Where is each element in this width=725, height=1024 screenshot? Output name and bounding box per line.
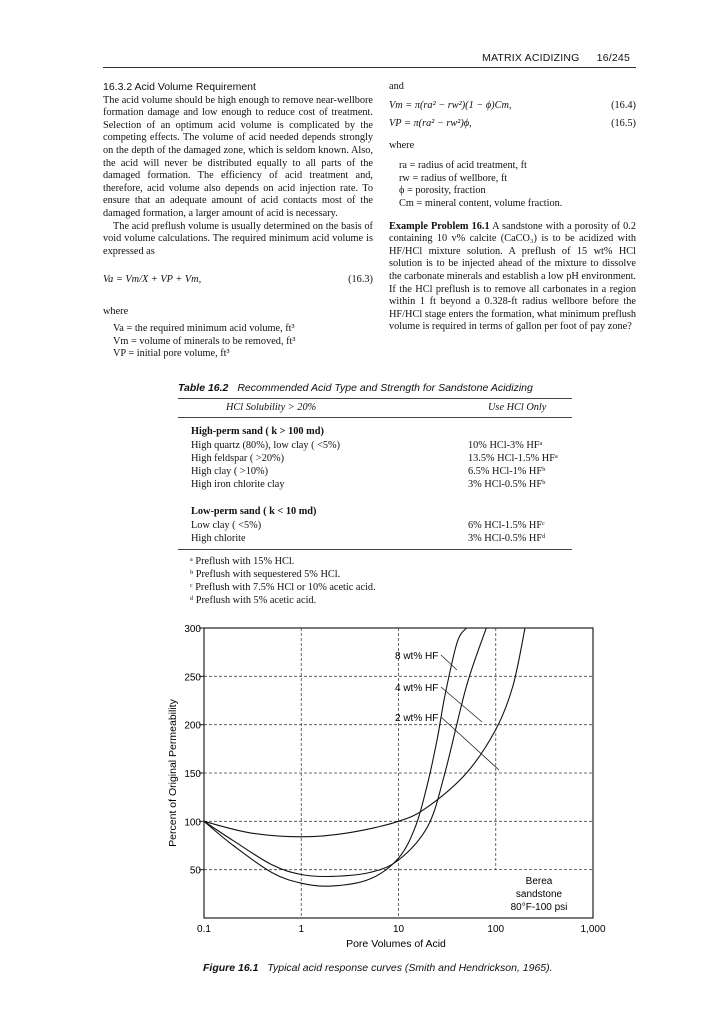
where-label: where [389, 139, 415, 151]
table-cell: 6.5% HCl-1% HFᵇ [468, 466, 546, 477]
table-cell: 10% HCl-3% HFᵃ [468, 440, 543, 451]
label-2wt-hf: 2 wt% HF [395, 713, 439, 724]
definition: Va = the required minimum acid volume, ft³ [113, 322, 295, 334]
equation-16-3-number: (16.3) [348, 274, 373, 286]
label-8wt-hf: 8 wt% HF [395, 651, 439, 662]
y-tick-label: 200 [184, 720, 201, 732]
definition: Vm = volume of minerals to be removed, ft³ [113, 335, 296, 347]
equation-16-5 [389, 118, 636, 134]
x-tick-label: 0.1 [197, 924, 211, 935]
y-tick-label: 150 [184, 769, 201, 780]
x-tick-labels [197, 924, 606, 935]
chart-curves [204, 628, 525, 886]
table-cell: 3% HCl-0.5% HFᵇ [468, 479, 546, 490]
equation-16-5-number: (16.5) [611, 117, 636, 129]
left-definitions [103, 323, 373, 361]
table-cell: 6% HCl-1.5% HFᶜ [468, 520, 545, 531]
equation-16-4 [389, 100, 636, 116]
y-tick-label: 50 [189, 865, 201, 877]
y-tick-label: 300 [184, 624, 201, 635]
table-caption-text: Recommended Acid Type and Strength for Sandstone Acidizing [237, 382, 533, 394]
leader-4wt [441, 687, 482, 722]
annotation-sandstone: sandstone [515, 889, 563, 900]
equation-16-5-text: VP = π(ra² − rw²)ϕ, [389, 117, 472, 129]
where-label: where [103, 306, 129, 318]
definition: ra = radius of acid treatment, ft [399, 160, 527, 172]
table-cell: 13.5% HCl-1.5% HFᵃ [468, 453, 558, 464]
y-tick-label: 250 [184, 672, 201, 684]
x-tick-label: 1 [298, 924, 305, 935]
header-page: 16/245 [596, 52, 630, 64]
acid-response-chart [160, 620, 610, 955]
table-footnote: ᵃ Preflush with 15% HCl. [190, 556, 295, 567]
table-header-rule [178, 417, 572, 418]
equation-16-4-number: (16.4) [611, 99, 636, 111]
x-tick-label: 100 [487, 924, 505, 935]
definition: ϕ = porosity, fraction [399, 185, 486, 197]
left-column [103, 81, 373, 361]
running-header [468, 52, 630, 64]
example-problem [389, 221, 636, 334]
x-axis-label: Pore Volumes of Acid [346, 938, 446, 950]
table-header-col1: HCl Solubility > 20% [226, 402, 317, 413]
example-title: Example Problem 16.1 [389, 220, 490, 232]
table-footnote: ᵇ Preflush with sequestered 5% HCl. [190, 569, 341, 580]
x-tick-label: 1,000 [580, 924, 606, 935]
paragraph-1: The acid volume should be high enough to remove near-wellbore formation damage and low enough to reduce cost of treatment. Selection of an optimum acid volume is complicated by the competing effects. The volume of acid needed depends strongly on the depth of the damaged zone, which is seldom known. Also, the acid will never be distributed equally to all parts of the damaged formation. The efficiency of acid treatment and, therefore, acid volume also depends on acid injection rate. To ensure that an adequate amount of acid contacts most of the damaged formation, a larger amount of acid is necessary. [103, 94, 373, 219]
table-caption [178, 382, 533, 394]
label-4wt-hf: 4 wt% HF [395, 683, 439, 694]
table-cell: High clay ( >10%) [191, 466, 269, 477]
and-label: and [389, 81, 404, 92]
leader-8wt [441, 655, 457, 670]
x-tick-label: 10 [392, 924, 405, 935]
example-text: A sandstone with a porosity of 0.2 containing 10 v% calcite (CaCO₃) is to be acidized with HF/HCl mixture solution. A preflush of 15 wt% HCl solution is to be injected ahead of the mixture to dissolve the carbonate minerals and establish a low pH environment. If the HCl preflush is to remove all carbonates in a region within 1 ft beyond a 0.328-ft radius wellbore before the HF/HCl stage enters the formation, what minimum preflush volume is required in terms of gallon per foot of pay zone? [389, 220, 636, 333]
header-rule [103, 67, 636, 68]
table-group-low-perm: Low-perm sand ( k < 10 md) [191, 506, 317, 517]
figure-caption [203, 962, 553, 974]
annotation-berea: Berea [525, 876, 553, 887]
equation-16-3-text: Va = Vm/X + VP + Vm, [103, 274, 202, 286]
table-footnote: ᶜ Preflush with 7.5% HCl or 10% acetic acid. [190, 582, 376, 593]
paragraph-2: The acid preflush volume is usually determined on the basis of void volume calculations. The required minimum acid volume is expressed as [103, 220, 373, 257]
table-cell: 3% HCl-0.5% HFᵈ [468, 533, 546, 544]
curve-series-3 [204, 628, 525, 837]
equation-16-3 [103, 274, 373, 290]
figure-caption-number: Figure 16.1 [203, 962, 259, 974]
header-section: MATRIX ACIDIZING [482, 52, 580, 64]
right-definitions [389, 160, 636, 210]
section-heading: 16.3.2 Acid Volume Requirement [103, 81, 256, 93]
table-cell: High iron chlorite clay [191, 479, 285, 490]
annotation-conditions: 80°F-100 psi [510, 902, 568, 913]
table-cell: Low clay ( <5%) [191, 520, 262, 531]
right-column [389, 81, 636, 334]
table-cell: High chlorite [191, 533, 246, 544]
table-footnote: ᵈ Preflush with 5% acetic acid. [190, 595, 317, 606]
definition: rw = radius of wellbore, ft [399, 172, 508, 184]
definition: VP = initial pore volume, ft³ [113, 348, 230, 360]
equation-16-4-text: Vm = π(ra² − rw²)(1 − ϕ)Cm, [389, 99, 512, 111]
definition: Cm = mineral content, volume fraction. [399, 197, 563, 209]
figure-caption-text: Typical acid response curves (Smith and Hendrickson, 1965). [267, 962, 553, 974]
table-header-col2: Use HCl Only [488, 402, 547, 413]
y-tick-labels [184, 624, 201, 877]
curve-series-2 [204, 628, 486, 877]
y-axis-label: Percent of Original Permeability [167, 699, 179, 847]
table-cell: High quartz (80%), low clay ( <5%) [191, 440, 341, 451]
table-group-high-perm: High-perm sand ( k > 100 md) [191, 426, 324, 437]
table-cell: High feldspar ( >20%) [191, 453, 285, 464]
table-caption-number: Table 16.2 [178, 382, 229, 394]
table-bottom-rule [178, 549, 572, 550]
y-tick-label: 100 [184, 817, 201, 829]
table-top-rule [178, 398, 572, 399]
